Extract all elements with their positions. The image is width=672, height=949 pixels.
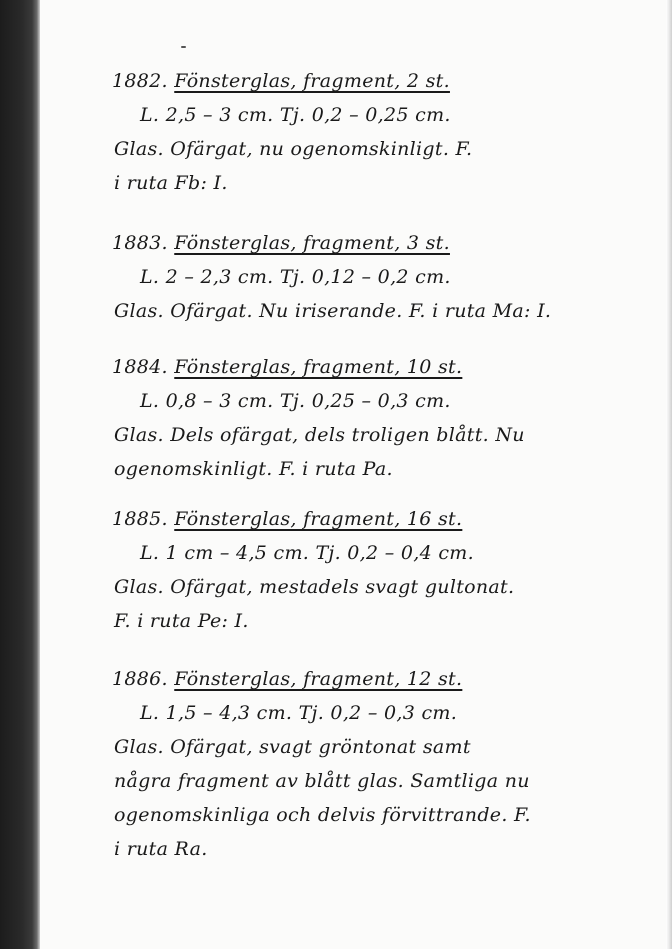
entry-heading (112, 354, 462, 380)
entry-number: 1884. (112, 356, 168, 378)
entry-description: Glas. Ofärgat, nu ogenomskinligt. F. (114, 138, 473, 160)
entry-description: ogenomskinligt. F. i ruta Pa. (114, 458, 393, 480)
entry-description: i ruta Ra. (114, 838, 208, 860)
entry-number: 1882. (112, 70, 168, 92)
entry-description: Glas. Ofärgat, mestadels svagt gultonat. (114, 576, 515, 598)
page-edge (666, 0, 672, 949)
entry-number: 1885. (112, 508, 168, 530)
entry-heading (112, 68, 450, 94)
entry-measurements: L. 2,5 – 3 cm. Tj. 0,2 – 0,25 cm. (140, 104, 451, 126)
ink-speck (181, 46, 186, 48)
entry-title: Fönsterglas, fragment, 12 st. (174, 668, 463, 690)
entry-description: F. i ruta Pe: I. (114, 610, 249, 632)
entry-description: Glas. Ofärgat, svagt gröntonat samt (114, 736, 471, 758)
entry-title: Fönsterglas, fragment, 10 st. (174, 356, 463, 378)
entry-description: Glas. Ofärgat. Nu iriserande. F. i ruta Ma: I. (114, 300, 552, 322)
entry-description: ogenomskinliga och delvis förvittrande. F. (114, 804, 531, 826)
entry-heading (112, 230, 450, 256)
entry-heading (112, 506, 462, 532)
entry-description: Glas. Dels ofärgat, dels troligen blått. Nu (114, 424, 525, 446)
entry-measurements: L. 0,8 – 3 cm. Tj. 0,25 – 0,3 cm. (140, 390, 451, 412)
entry-title: Fönsterglas, fragment, 3 st. (174, 232, 450, 254)
entry-description: i ruta Fb: I. (114, 172, 228, 194)
entry-measurements: L. 2 – 2,3 cm. Tj. 0,12 – 0,2 cm. (140, 266, 451, 288)
entry-measurements: L. 1,5 – 4,3 cm. Tj. 0,2 – 0,3 cm. (140, 702, 458, 724)
entry-title: Fönsterglas, fragment, 2 st. (174, 70, 450, 92)
entry-title: Fönsterglas, fragment, 16 st. (174, 508, 463, 530)
entry-number: 1886. (112, 668, 168, 690)
entry-measurements: L. 1 cm – 4,5 cm. Tj. 0,2 – 0,4 cm. (140, 542, 474, 564)
entry-description: några fragment av blått glas. Samtliga nu (114, 770, 530, 792)
entry-number: 1883. (112, 232, 168, 254)
page-binding (0, 0, 40, 949)
entry-heading (112, 666, 462, 692)
